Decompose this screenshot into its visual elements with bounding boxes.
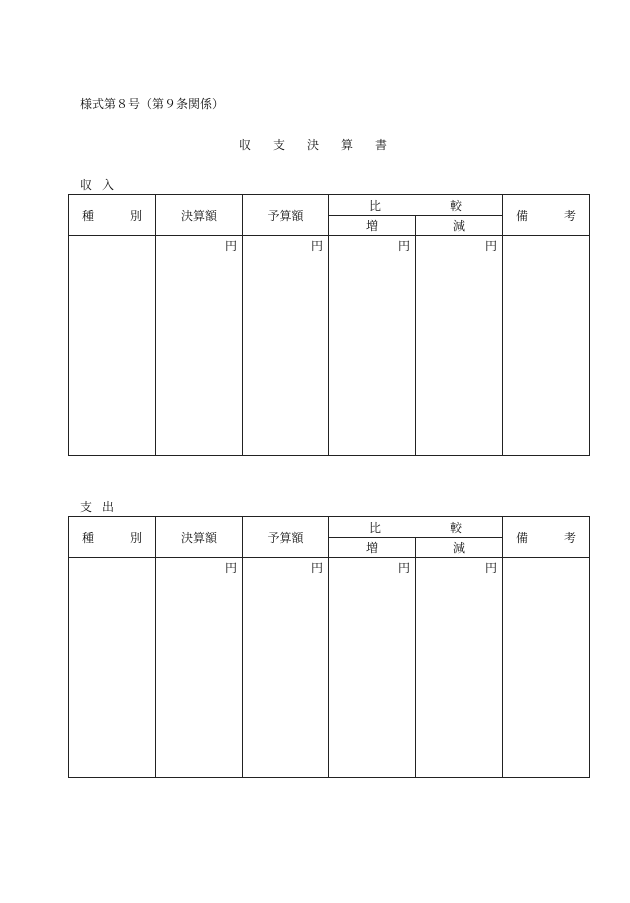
- yen-unit: 円: [484, 239, 497, 253]
- yen-unit: 円: [310, 239, 323, 253]
- yen-unit: 円: [224, 239, 237, 253]
- settled-amount-header: 決算額: [156, 195, 243, 236]
- budget-amount-header: 予算額: [243, 517, 329, 558]
- remarks-header: 備 考: [503, 517, 590, 558]
- increase-cell: [329, 558, 416, 778]
- decrease-cell: [416, 236, 503, 456]
- yen-unit: 円: [484, 561, 497, 575]
- comparison-header: 比 較: [329, 195, 503, 216]
- yen-unit: 円: [224, 561, 237, 575]
- form-number-label: 様式第８号（第９条関係）: [80, 97, 225, 111]
- yen-unit: 円: [397, 561, 410, 575]
- increase-header: 増: [329, 538, 416, 558]
- budget-amount-cell: [243, 558, 329, 778]
- income-section-label: 収入: [80, 178, 125, 192]
- kind-header: 種 別: [69, 517, 156, 558]
- remarks-cell: [503, 236, 590, 456]
- increase-cell: [329, 236, 416, 456]
- decrease-header: 減: [416, 216, 503, 236]
- remarks-cell: [503, 558, 590, 778]
- expenditure-section-label: 支出: [80, 500, 125, 514]
- settled-amount-cell: [156, 236, 243, 456]
- budget-amount-cell: [243, 236, 329, 456]
- settled-amount-header: 決算額: [156, 517, 243, 558]
- income-table: [68, 194, 590, 456]
- document-title: 収支決算書: [239, 138, 410, 152]
- increase-header: 増: [329, 216, 416, 236]
- yen-unit: 円: [310, 561, 323, 575]
- settled-amount-cell: [156, 558, 243, 778]
- decrease-cell: [416, 558, 503, 778]
- yen-unit: 円: [397, 239, 410, 253]
- kind-cell: [69, 236, 156, 456]
- kind-cell: [69, 558, 156, 778]
- decrease-header: 減: [416, 538, 503, 558]
- kind-header: 種 別: [69, 195, 156, 236]
- budget-amount-header: 予算額: [243, 195, 329, 236]
- comparison-header: 比 較: [329, 517, 503, 538]
- remarks-header: 備 考: [503, 195, 590, 236]
- expenditure-table: [68, 516, 590, 778]
